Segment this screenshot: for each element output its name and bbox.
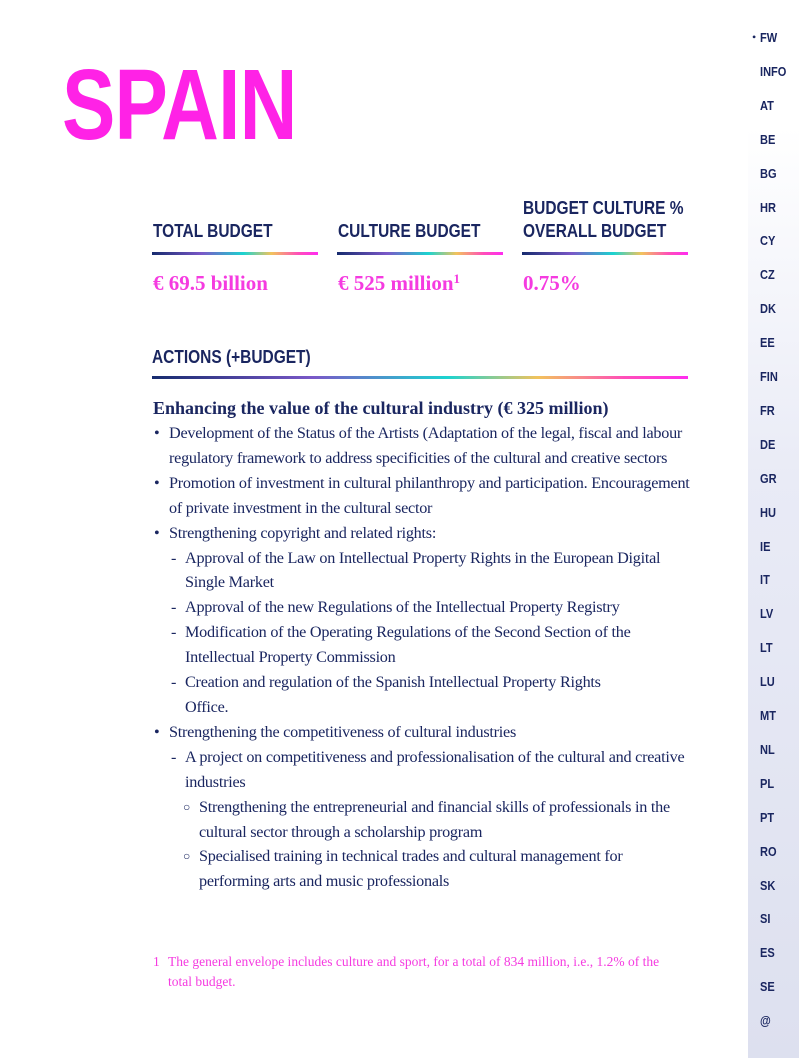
dash: - (171, 747, 177, 766)
list-item (153, 720, 693, 745)
nav-item-dk[interactable]: DK (760, 301, 776, 317)
bullet: • (154, 424, 160, 442)
footnote-ref[interactable]: 1 (453, 271, 461, 286)
nav-item-hr[interactable]: HR (760, 199, 776, 215)
nav-item-ie[interactable]: IE (760, 538, 771, 554)
nav-item-be[interactable]: BE (760, 131, 776, 147)
list-item-text: Strengthening the competitiveness of cultural industries (169, 722, 516, 741)
actions-list (153, 421, 693, 894)
list-item-text: Development of the Status of the Artists (Adaptation of the legal, fiscal and labour regulatory framework to address specificities of the cultural and creative sectors (169, 424, 683, 467)
circle-bullet: ○ (183, 799, 190, 814)
budget-share-label-line2: OVERALL BUDGET (523, 221, 667, 241)
nav-item-sk[interactable]: SK (760, 877, 776, 893)
dash: - (171, 623, 177, 642)
list-item-text: Modification of the Operating Regulations of the Second Section of the Intellectual Property Commission (185, 623, 631, 667)
nav-item-fr[interactable]: FR (760, 402, 775, 418)
actions-subheading: Enhancing the value of the cultural industry (€ 325 million) (153, 398, 609, 418)
culture-budget-amount: € 525 million (338, 271, 454, 295)
total-budget-value: € 69.5 billion (153, 271, 268, 295)
nav-item-info[interactable]: INFO (760, 63, 787, 79)
bullet: • (154, 473, 160, 492)
sub-sub-list-item (153, 844, 693, 894)
nav-item-lu[interactable]: LU (760, 674, 775, 690)
nav-item-ro[interactable]: RO (760, 843, 777, 859)
nav-item-bg[interactable]: BG (760, 165, 777, 181)
nav-item-fw[interactable]: FW (760, 30, 778, 45)
footnote-text: The general envelope includes culture and sport, for a total of 834 million, i.e., 1.2% of the total budget. (168, 954, 660, 989)
bullet: • (154, 722, 160, 741)
budget-share-divider (522, 252, 688, 255)
nav-item-it[interactable]: IT (760, 572, 770, 588)
budget-share-label-line1: BUDGET CULTURE % (523, 198, 684, 218)
page-title: SPAIN (62, 49, 297, 161)
dash: - (171, 673, 177, 692)
nav-item-si[interactable]: SI (760, 911, 771, 927)
sub-sub-list-item (153, 795, 693, 845)
list-item (153, 471, 693, 521)
sub-list-item (153, 595, 693, 620)
bullet: • (154, 523, 160, 542)
nav-item-es[interactable]: ES (760, 945, 775, 961)
sub-list-item (153, 546, 693, 596)
list-item-text: Strengthening copyright and related rights: (169, 523, 437, 542)
list-item-text: A project on competitiveness and professionalisation of the cultural and creative industries (185, 747, 685, 791)
nav-item-se[interactable]: SE (760, 979, 775, 995)
nav-item-hu[interactable]: HU (760, 504, 776, 520)
list-item-text: Promotion of investment in cultural philanthropy and participation. Encouragement of private investment in the cultural sector (169, 473, 690, 517)
list-item-text: Creation and regulation of the Spanish Intellectual Property Rights Office. (185, 673, 601, 716)
actions-heading: ACTIONS (+BUDGET) (152, 347, 311, 367)
sub-list-item (153, 745, 693, 795)
footnote-number: 1 (153, 954, 160, 969)
actions-divider (152, 376, 688, 379)
nav-item-de[interactable]: DE (760, 436, 776, 452)
list-item (153, 521, 693, 546)
culture-budget-value (338, 270, 460, 299)
nav-item-cy[interactable]: CY (760, 233, 776, 249)
total-budget-label: TOTAL BUDGET (153, 221, 273, 241)
nav-item-contact[interactable]: @ (760, 1013, 771, 1029)
nav-item-lv[interactable]: LV (760, 606, 774, 622)
dash: - (171, 598, 177, 617)
nav-item-pt[interactable]: PT (760, 809, 775, 825)
nav-item-gr[interactable]: GR (760, 470, 777, 486)
nav-item-mt[interactable]: MT (760, 708, 776, 723)
nav-item-nl[interactable]: NL (760, 741, 775, 757)
nav-item-ee[interactable]: EE (760, 335, 775, 351)
nav-item-at[interactable]: AT (760, 97, 774, 113)
nav-item-fin[interactable]: FIN (760, 369, 778, 384)
sub-list-item (153, 670, 693, 720)
list-item-text: Approval of the new Regulations of the Intellectual Property Registry (185, 598, 620, 617)
budget-share-value: 0.75% (523, 271, 581, 295)
culture-budget-divider (337, 252, 503, 255)
nav-item-pl[interactable]: PL (760, 775, 775, 791)
circle-bullet: ○ (183, 849, 190, 864)
nav-item-cz[interactable]: CZ (760, 267, 775, 283)
footnote (153, 952, 673, 992)
sub-list-item (153, 620, 693, 670)
country-nav-sidebar (748, 0, 799, 1058)
nav-item-lt[interactable]: LT (760, 640, 773, 656)
list-item-text: Strengthening the entrepreneurial and financial skills of professionals in the cultural sector through a scholarship program (199, 797, 670, 841)
list-item-text: Specialised training in technical trades and cultural management for performing arts and music professionals (199, 847, 623, 891)
culture-budget-label: CULTURE BUDGET (338, 221, 481, 241)
active-indicator-icon: • (752, 30, 757, 44)
total-budget-divider (152, 252, 318, 255)
dash: - (171, 548, 177, 567)
list-item (153, 421, 693, 471)
list-item-text: Approval of the Law on Intellectual Property Rights in the European Digital Single Market (185, 548, 661, 592)
